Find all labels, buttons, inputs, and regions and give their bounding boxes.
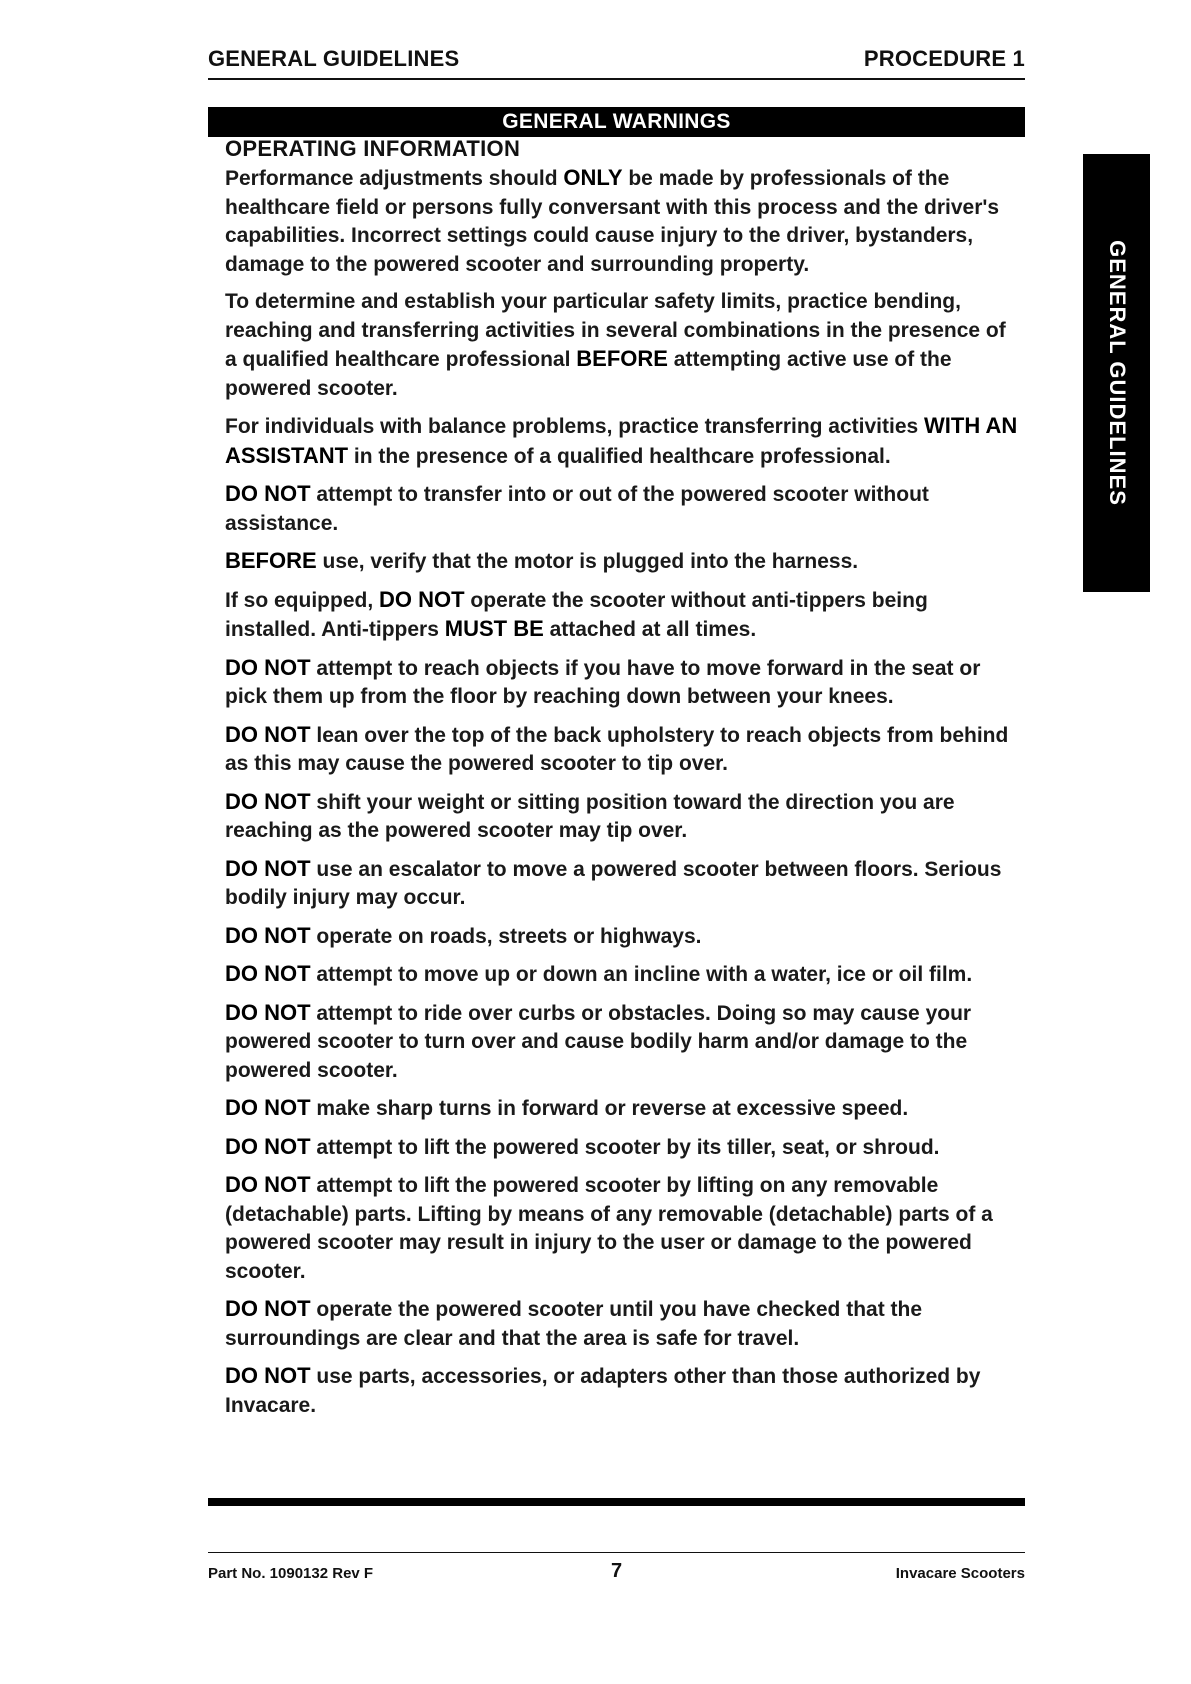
warning-paragraph: If so equipped, DO NOT operate the scooter without anti-tippers being installed. Anti-tippers MUST BE attached at all times.: [225, 586, 928, 641]
section-end-rule: [208, 1498, 1025, 1506]
header-section-title: GENERAL GUIDELINES: [208, 46, 460, 71]
warning-paragraph: DO NOT lean over the top of the back upholstery to reach objects from behind as this may cause the powered scooter to tip over.: [225, 721, 1009, 775]
warning-paragraph: DO NOT use an escalator to move a powered scooter between floors. Serious bodily injury may occur.: [225, 855, 1002, 909]
warning-paragraph: DO NOT attempt to lift the powered scooter by lifting on any removable (detachable) parts. Lifting by means of any removable (detachable) parts of a powered scooter may result in injury to the user or damage to the powered scooter.: [225, 1172, 993, 1283]
warning-paragraph: DO NOT attempt to lift the powered scooter by its tiller, seat, or shroud.: [225, 1133, 940, 1159]
side-tab-label: GENERAL GUIDELINES: [1104, 240, 1130, 506]
section-title: OPERATING INFORMATION: [225, 136, 521, 161]
warning-paragraph: DO NOT make sharp turns in forward or reverse at excessive speed.: [225, 1095, 909, 1120]
warning-paragraph: BEFORE use, verify that the motor is plugged into the harness.: [225, 548, 859, 573]
side-tab: [1083, 154, 1150, 592]
footer-page-number: 7: [610, 1560, 623, 1582]
warnings-list: [225, 164, 1020, 1429]
footer-product: Invacare Scooters: [895, 1565, 1025, 1582]
warning-paragraph: For individuals with balance problems, practice transferring activities WITH AN ASSISTANT in the presence of a qualified healthcare professional.: [225, 413, 1018, 468]
warning-paragraph: DO NOT shift your weight or sitting position toward the direction you are reaching as the powered scooter may tip over.: [225, 788, 955, 842]
footer-part-number: Part No. 1090132 Rev F: [208, 1565, 374, 1582]
warning-paragraph: DO NOT operate the powered scooter until you have checked that the surroundings are clear and that the area is safe for travel.: [225, 1296, 923, 1350]
warning-paragraph: DO NOT use parts, accessories, or adapters other than those authorized by Invacare.: [225, 1363, 981, 1417]
warning-paragraph: DO NOT attempt to move up or down an incline with a water, ice or oil film.: [225, 961, 973, 986]
warning-paragraph: To determine and establish your particular safety limits, practice bending, reaching and transferring activities in several combinations in the presence of a qualified healthcare professional BEFORE attempting active use of the powered scooter.: [225, 290, 1006, 400]
warning-paragraph: Performance adjustments should ONLY be made by professionals of the healthcare field or persons fully conversant with this process and the driver's capabilities. Incorrect settings could cause injury to the driver, bystanders, damage to the powered scooter and surrounding property.: [225, 165, 1000, 276]
warning-paragraph: DO NOT attempt to ride over curbs or obstacles. Doing so may cause your powered scooter to turn over and cause bodily harm and/or damage to the powered scooter.: [225, 999, 972, 1082]
page-header: [208, 44, 1025, 80]
warning-paragraph: DO NOT attempt to reach objects if you have to move forward in the seat or pick them up from the floor by reaching down between your knees.: [225, 654, 981, 708]
warning-banner: GENERAL WARNINGS: [208, 107, 1025, 137]
page-footer: [208, 1552, 1025, 1583]
header-procedure: PROCEDURE 1: [863, 46, 1025, 71]
warning-paragraph: DO NOT attempt to transfer into or out of the powered scooter without assistance.: [225, 481, 929, 535]
warning-paragraph: DO NOT operate on roads, streets or highways.: [225, 922, 702, 948]
